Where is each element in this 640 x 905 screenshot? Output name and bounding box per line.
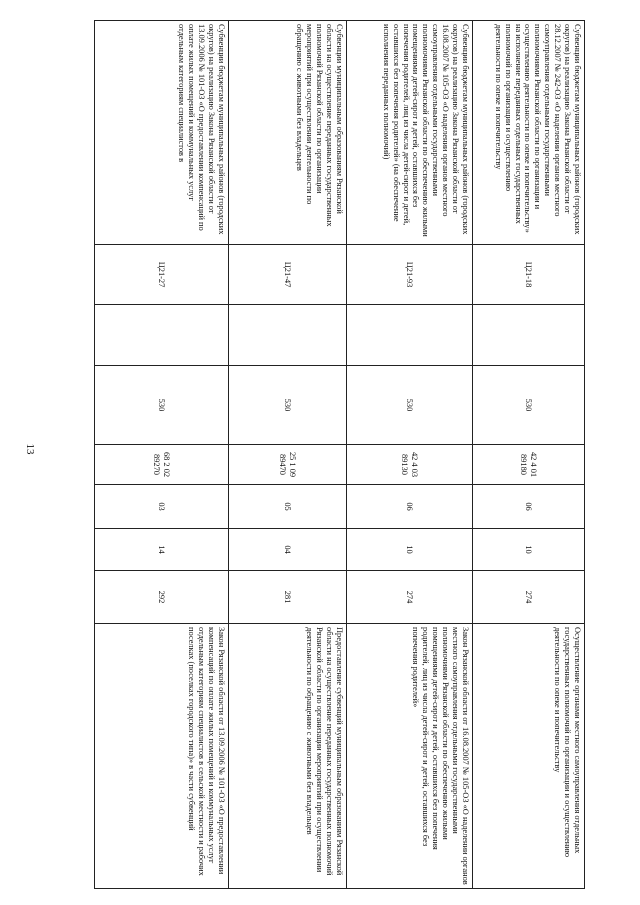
cell-pr: 06: [347, 485, 473, 529]
cell-vr: 530: [347, 366, 473, 445]
subventions-table: [94, 20, 585, 889]
cell-rz: 10: [347, 529, 473, 571]
cell-code: Ц21-18: [473, 245, 585, 305]
cell-rz: 14: [95, 529, 229, 571]
cell-name: Закон Рязанской области от 13.09.2006 № 101-ОЗ «О предоставлении компенсаций по оплате жилых помещений и коммунальных услуг отдельным категориям специалистов в сельской местности и рабочих поселках (поселках городского типа)» в части субвенций: [95, 624, 229, 889]
cell-code: Ц21-47: [229, 245, 347, 305]
page-number: 13: [24, 443, 36, 455]
cell-csr: 68 2 02 89270: [95, 445, 229, 485]
cell-rz: 04: [229, 529, 347, 571]
cell-code: Ц21-93: [347, 245, 473, 305]
cell-empty: [229, 305, 347, 366]
cell-vr: 530: [95, 366, 229, 445]
cell-vr: 530: [229, 366, 347, 445]
cell-grbs: 281: [229, 571, 347, 624]
cell-empty: [95, 305, 229, 366]
cell-pr: 05: [229, 485, 347, 529]
cell-description: Субвенции бюджетам муниципальных районов (городских округов) на реализацию Закона Рязанской области от 28.12.2007 № 242-ОЗ «О наделении органов местного самоуправления отдельными государственными полномочиями Рязанской области по организации и осуществлению деятельности по опеке и попечительству» на исполнение переданных отдельных государственных полномочий по организации и осуществлению деятельности по опеке и попечительству: [473, 21, 585, 245]
rotated-table-wrapper: [95, 20, 585, 888]
cell-csr: 42 4 01 89180: [473, 445, 585, 485]
cell-empty: [347, 305, 473, 366]
cell-name: Осуществление органами местного самоуправления отдельных государственных полномочий по организации и осуществлению деятельности по опеке и попечительству: [473, 624, 585, 889]
cell-name: Закон Рязанской области от 16.08.2007 № 105-ОЗ «О наделении органов местного самоуправления отдельными государственными полномочиями Рязанской области по обеспечению жилыми помещениями детей-сирот и детей, оставшихся без попечения родителей, лиц из числа детей-сирот и детей, оставшихся без попечения родителей»: [347, 624, 473, 889]
cell-grbs: 274: [347, 571, 473, 624]
table-row: [347, 21, 473, 889]
cell-description: Субвенции бюджетам муниципальных районов (городских округов) на реализацию Закона Рязанской области от 16.08.2007 № 105-ОЗ «О наделении органов местного самоуправления отдельными государственными полномочиями Рязанской области по обеспечению жилыми помещениями детей-сирот и детей, оставшихся без попечения родителей, лиц из числа детей-сирот и детей, оставшихся без попечения родителей» (на обеспечение исполнения переданных полномочий): [347, 21, 473, 245]
cell-vr: 530: [473, 366, 585, 445]
cell-description: Субвенции муниципальным образованиям Рязанской области на осуществление переданных государственных полномочий Рязанской области по организации мероприятий при осуществлении деятельности по обращению с животными без владельцев: [229, 21, 347, 245]
table-row: [95, 21, 229, 889]
cell-grbs: 292: [95, 571, 229, 624]
cell-grbs: 274: [473, 571, 585, 624]
cell-pr: 06: [473, 485, 585, 529]
cell-rz: 10: [473, 529, 585, 571]
cell-empty: [473, 305, 585, 366]
cell-pr: 03: [95, 485, 229, 529]
cell-description: Субвенции бюджетам муниципальных районов (городских округов) на реализацию Закона Рязанской области от 13.09.2006 № 101-ОЗ «О предоставлении компенсаций по оплате жилых помещений и коммунальных услуг отдельным категориям специалистов в: [95, 21, 229, 245]
table-row: [473, 21, 585, 889]
table-row: [229, 21, 347, 889]
cell-code: Ц21-27: [95, 245, 229, 305]
cell-csr: 42 4 03 89130: [347, 445, 473, 485]
cell-csr: 25 1 09 89470: [229, 445, 347, 485]
cell-name: Предоставление субвенций муниципальным образованиям Рязанской области на осуществление переданных государственных полномочий Рязанской области по организации мероприятий при осуществлении деятельности по обращению с животными без владельцев: [229, 624, 347, 889]
